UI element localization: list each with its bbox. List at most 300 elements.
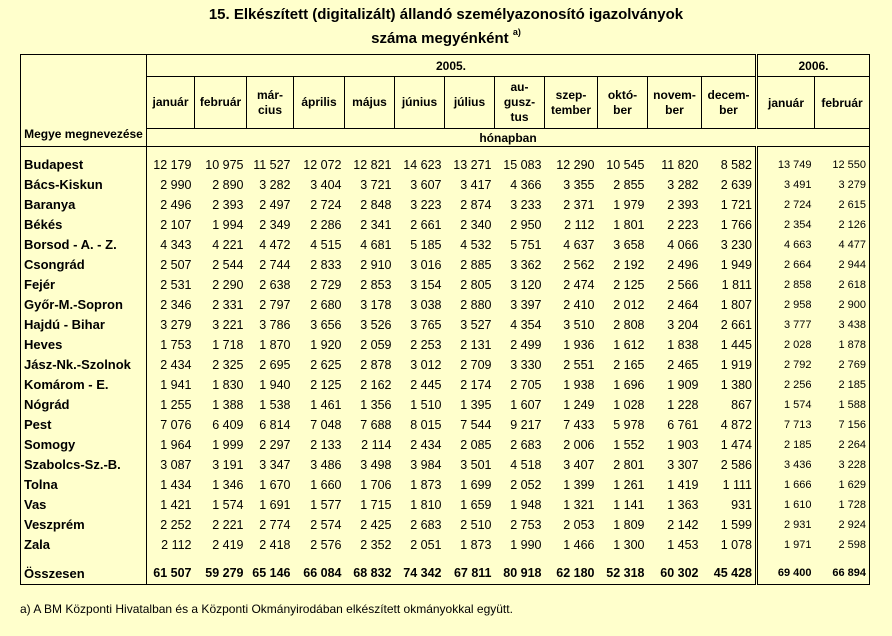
value-cell: 5 978 [613, 417, 645, 432]
value-cell: 4 221 [212, 237, 244, 252]
value-cell: 1 903 [667, 437, 699, 452]
value-cell: 1 510 [410, 397, 442, 412]
county-name: Békés [21, 215, 147, 235]
county-name: Vas [21, 495, 147, 515]
month-header-2005: au- gusz- tus [495, 77, 545, 129]
month-header-2005: június [395, 77, 445, 129]
value-cell: 3 230 [720, 237, 752, 252]
value-cell: 13 749 [757, 155, 815, 175]
value-cell: 4 066 [667, 237, 699, 252]
value-cell: 1 670 [259, 477, 291, 492]
value-cell: 3 355 [563, 177, 595, 192]
value-cell: 3 777 [757, 315, 815, 335]
value-cell: 1 873 [460, 537, 492, 552]
value-cell: 1 870 [259, 337, 291, 352]
total-label: Összesen [21, 563, 147, 585]
value-cell: 1 552 [613, 437, 645, 452]
value-cell: 1 461 [310, 397, 342, 412]
value-cell: 3 786 [259, 317, 291, 332]
value-cell: 3 330 [510, 357, 542, 372]
value-cell: 1 715 [360, 497, 392, 512]
table-row [21, 535, 870, 555]
month-header-2005: január [147, 77, 195, 129]
value-cell: 3 498 [360, 457, 392, 472]
value-cell: 2 393 [212, 197, 244, 212]
value-cell: 4 354 [510, 317, 542, 332]
value-cell: 2 924 [815, 515, 870, 535]
value-cell: 1 599 [720, 517, 752, 532]
value-cell: 2 221 [212, 517, 244, 532]
value-cell: 2 724 [757, 195, 815, 215]
value-cell: 2 107 [160, 217, 192, 232]
value-cell: 1 728 [815, 495, 870, 515]
value-cell: 1 994 [212, 217, 244, 232]
value-cell: 2 354 [757, 215, 815, 235]
value-cell: 1 990 [510, 537, 542, 552]
value-cell: 2 352 [360, 537, 392, 552]
value-cell: 65 146 [247, 563, 294, 585]
value-cell: 52 318 [598, 563, 648, 585]
value-cell: 1 659 [460, 497, 492, 512]
month-header-2006: február [815, 77, 870, 129]
value-cell: 2 890 [212, 177, 244, 192]
value-cell: 2 256 [757, 375, 815, 395]
value-cell: 2 709 [460, 357, 492, 372]
value-cell: 2 290 [212, 277, 244, 292]
table-row [21, 215, 870, 235]
table-row [21, 515, 870, 535]
value-cell: 2 900 [815, 295, 870, 315]
value-cell: 4 637 [563, 237, 595, 252]
value-cell: 2 331 [212, 297, 244, 312]
value-cell: 60 302 [648, 563, 702, 585]
value-cell: 2 114 [361, 437, 392, 452]
value-cell: 59 279 [195, 563, 247, 585]
value-cell: 3 527 [460, 317, 492, 332]
value-cell: 1 356 [360, 397, 392, 412]
table-row [21, 335, 870, 355]
value-cell: 2 885 [460, 257, 492, 272]
value-cell: 2 434 [410, 437, 442, 452]
value-cell: 15 083 [503, 157, 542, 172]
value-cell: 3 721 [360, 177, 392, 192]
value-cell: 2 950 [510, 217, 542, 232]
county-header: Megye megnevezése [21, 55, 147, 147]
value-cell: 6 409 [212, 417, 244, 432]
table-row [21, 435, 870, 455]
value-cell: 2 418 [259, 537, 291, 552]
value-cell: 3 120 [510, 277, 542, 292]
table-row [21, 395, 870, 415]
value-cell: 1 666 [757, 475, 815, 495]
unit-header: hónapban [147, 129, 870, 147]
value-cell: 2 990 [160, 177, 192, 192]
value-cell: 3 347 [259, 457, 291, 472]
value-cell: 2 695 [259, 357, 291, 372]
value-cell: 2 507 [160, 257, 192, 272]
value-cell: 62 180 [545, 563, 598, 585]
value-cell: 3 526 [360, 317, 392, 332]
value-cell: 2 808 [613, 317, 645, 332]
value-cell: 1 753 [160, 337, 192, 352]
value-cell: 4 518 [510, 457, 542, 472]
county-name: Pest [21, 415, 147, 435]
value-cell: 2 797 [259, 297, 291, 312]
value-cell: 3 510 [563, 317, 595, 332]
value-cell: 2 639 [720, 177, 752, 192]
value-cell: 7 156 [815, 415, 870, 435]
value-cell: 1 388 [212, 397, 244, 412]
value-cell: 2 464 [667, 297, 699, 312]
value-cell: 2 174 [460, 377, 492, 392]
value-cell: 6 761 [667, 417, 699, 432]
value-cell: 2 028 [757, 335, 815, 355]
value-cell: 2 112 [564, 217, 595, 232]
value-cell: 2 223 [667, 217, 699, 232]
table-row [21, 155, 870, 175]
value-cell: 2 125 [310, 377, 342, 392]
county-name: Komárom - E. [21, 375, 147, 395]
value-cell: 2 286 [310, 217, 342, 232]
value-cell: 1 721 [720, 197, 752, 212]
county-name: Bács-Kiskun [21, 175, 147, 195]
value-cell: 3 191 [212, 457, 244, 472]
value-cell: 1 574 [212, 497, 244, 512]
value-cell: 5 751 [510, 237, 542, 252]
county-name: Jász-Nk.-Szolnok [21, 355, 147, 375]
value-cell: 1 453 [667, 537, 699, 552]
value-cell: 1 228 [667, 397, 699, 412]
value-cell: 2 085 [460, 437, 492, 452]
value-cell: 2 878 [360, 357, 392, 372]
value-cell: 1 261 [613, 477, 645, 492]
value-cell: 2 006 [563, 437, 595, 452]
value-cell: 1 810 [410, 497, 442, 512]
value-cell: 1 610 [757, 495, 815, 515]
value-cell: 2 125 [613, 277, 645, 292]
value-cell: 74 342 [395, 563, 445, 585]
value-cell: 2 112 [161, 537, 192, 552]
value-cell: 2 874 [460, 197, 492, 212]
value-cell: 4 872 [720, 417, 752, 432]
month-header-2005: októ- ber [598, 77, 648, 129]
value-cell: 1 941 [160, 377, 192, 392]
value-cell: 2 848 [360, 197, 392, 212]
value-cell: 867 [731, 397, 752, 412]
value-cell: 8 582 [720, 157, 752, 172]
value-cell: 3 656 [310, 317, 342, 332]
value-cell: 2 474 [563, 277, 595, 292]
value-cell: 2 497 [259, 197, 291, 212]
county-name: Fejér [21, 275, 147, 295]
value-cell: 1 078 [720, 537, 752, 552]
value-cell: 2 566 [667, 277, 699, 292]
value-cell: 3 279 [815, 175, 870, 195]
value-cell: 7 713 [757, 415, 815, 435]
value-cell: 3 279 [160, 317, 192, 332]
value-cell: 3 397 [510, 297, 542, 312]
value-cell: 2 910 [360, 257, 392, 272]
value-cell: 2 958 [757, 295, 815, 315]
value-cell: 1 979 [613, 197, 645, 212]
month-header-2005: április [294, 77, 345, 129]
value-cell: 2 012 [613, 297, 645, 312]
value-cell: 3 282 [667, 177, 699, 192]
value-cell: 1 474 [720, 437, 752, 452]
county-name: Budapest [21, 155, 147, 175]
value-cell: 1 538 [259, 397, 291, 412]
value-cell: 1 380 [720, 377, 752, 392]
value-cell: 66 894 [815, 563, 870, 585]
value-cell: 1 419 [667, 477, 699, 492]
table-row [21, 195, 870, 215]
value-cell: 2 142 [667, 517, 699, 532]
value-cell: 1 807 [720, 297, 752, 312]
value-cell: 1 111 [722, 477, 752, 492]
value-cell: 2 434 [160, 357, 192, 372]
value-cell: 1 660 [310, 477, 342, 492]
county-name: Veszprém [21, 515, 147, 535]
value-cell: 2 705 [510, 377, 542, 392]
value-cell: 4 343 [160, 237, 192, 252]
value-cell: 2 496 [667, 257, 699, 272]
value-cell: 2 425 [360, 517, 392, 532]
value-cell: 1 255 [160, 397, 192, 412]
table-row [21, 495, 870, 515]
value-cell: 1 919 [720, 357, 752, 372]
value-cell: 2 349 [259, 217, 291, 232]
value-cell: 12 179 [153, 157, 192, 172]
value-cell: 1 629 [815, 475, 870, 495]
value-cell: 3 204 [667, 317, 699, 332]
value-cell: 1 300 [613, 537, 645, 552]
value-cell: 2 944 [815, 255, 870, 275]
value-cell: 7 544 [460, 417, 492, 432]
value-cell: 2 661 [720, 317, 752, 332]
county-name: Nógrád [21, 395, 147, 415]
footnote-marker: a) [512, 27, 521, 37]
value-cell: 2 664 [757, 255, 815, 275]
value-cell: 2 051 [410, 537, 442, 552]
table-row [21, 375, 870, 395]
value-cell: 3 282 [259, 177, 291, 192]
value-cell: 2 931 [757, 515, 815, 535]
value-cell: 2 165 [613, 357, 645, 372]
value-cell: 1 999 [212, 437, 244, 452]
value-cell: 80 918 [495, 563, 545, 585]
value-cell: 1 948 [510, 497, 542, 512]
value-cell: 1 421 [160, 497, 192, 512]
value-cell: 7 048 [310, 417, 342, 432]
value-cell: 2 774 [259, 517, 291, 532]
value-cell: 2 858 [757, 275, 815, 295]
value-cell: 2 880 [460, 297, 492, 312]
table-row [21, 315, 870, 335]
value-cell: 1 445 [720, 337, 752, 352]
value-cell: 3 438 [815, 315, 870, 335]
county-name: Hajdú - Bihar [21, 315, 147, 335]
value-cell: 2 252 [160, 517, 192, 532]
value-cell: 3 417 [460, 177, 492, 192]
value-cell: 12 550 [815, 155, 870, 175]
year-2005-header: 2005. [147, 55, 757, 77]
value-cell: 1 938 [563, 377, 595, 392]
value-cell: 1 949 [720, 257, 752, 272]
value-cell: 3 012 [410, 357, 442, 372]
value-cell: 1 363 [667, 497, 699, 512]
value-cell: 2 544 [212, 257, 244, 272]
value-cell: 2 729 [310, 277, 342, 292]
value-cell: 2 855 [613, 177, 645, 192]
value-cell: 4 515 [310, 237, 342, 252]
value-cell: 2 053 [563, 517, 595, 532]
value-cell: 2 192 [613, 257, 645, 272]
value-cell: 3 228 [815, 455, 870, 475]
value-cell: 1 878 [815, 335, 870, 355]
value-cell: 14 623 [403, 157, 442, 172]
value-cell: 3 501 [460, 457, 492, 472]
value-cell: 2 744 [259, 257, 291, 272]
county-name: Tolna [21, 475, 147, 495]
value-cell: 1 971 [757, 535, 815, 555]
table-subtitle: száma megyénként $^{a)}$ [371, 27, 521, 47]
data-table [20, 54, 870, 585]
month-header-2005: már- cius [247, 77, 294, 129]
value-cell: 2 598 [815, 535, 870, 555]
value-cell: 4 663 [757, 235, 815, 255]
total-row [21, 563, 870, 585]
value-cell: 2 531 [160, 277, 192, 292]
value-cell: 2 162 [360, 377, 392, 392]
value-cell: 1 141 [613, 497, 645, 512]
value-cell: 1 830 [212, 377, 244, 392]
value-cell: 1 466 [563, 537, 595, 552]
table-row [21, 275, 870, 295]
value-cell: 3 038 [410, 297, 442, 312]
value-cell: 2 499 [510, 337, 542, 352]
value-cell: 2 253 [410, 337, 442, 352]
table-row [21, 415, 870, 435]
value-cell: 2 510 [460, 517, 492, 532]
value-cell: 1 346 [212, 477, 244, 492]
value-cell: 2 340 [460, 217, 492, 232]
value-cell: 3 307 [667, 457, 699, 472]
table-row [21, 175, 870, 195]
value-cell: 1 321 [563, 497, 595, 512]
value-cell: 3 607 [410, 177, 442, 192]
value-cell: 1 028 [613, 397, 645, 412]
value-cell: 2 410 [563, 297, 595, 312]
value-cell: 1 696 [613, 377, 645, 392]
value-cell: 1 395 [460, 397, 492, 412]
value-cell: 2 801 [613, 457, 645, 472]
value-cell: 6 814 [259, 417, 291, 432]
value-cell: 3 658 [613, 237, 645, 252]
value-cell: 3 087 [160, 457, 192, 472]
table-row [21, 355, 870, 375]
value-cell: 2 833 [310, 257, 342, 272]
value-cell: 2 562 [563, 257, 595, 272]
value-cell: 931 [731, 497, 752, 512]
value-cell: 2 683 [410, 517, 442, 532]
month-header-2005: decem- ber [702, 77, 757, 129]
value-cell: 1 718 [212, 337, 244, 352]
value-cell: 2 618 [815, 275, 870, 295]
value-cell: 8 015 [410, 417, 442, 432]
value-cell: 4 472 [259, 237, 291, 252]
value-cell: 2 264 [815, 435, 870, 455]
month-header-2005: július [445, 77, 495, 129]
value-cell: 1 577 [310, 497, 342, 512]
value-cell: 2 371 [563, 197, 595, 212]
value-cell: 2 615 [815, 195, 870, 215]
value-cell: 12 072 [303, 157, 342, 172]
value-cell: 2 052 [510, 477, 542, 492]
value-cell: 3 407 [563, 457, 595, 472]
value-cell: 9 217 [510, 417, 542, 432]
value-cell: 67 811 [445, 563, 495, 585]
value-cell: 45 428 [702, 563, 757, 585]
county-name: Csongrád [21, 255, 147, 275]
value-cell: 1 434 [160, 477, 192, 492]
value-cell: 2 792 [757, 355, 815, 375]
value-cell: 3 765 [410, 317, 442, 332]
value-cell: 2 638 [259, 277, 291, 292]
value-cell: 2 586 [720, 457, 752, 472]
value-cell: 13 271 [453, 157, 492, 172]
county-name: Heves [21, 335, 147, 355]
value-cell: 1 873 [410, 477, 442, 492]
footnote: a) A BM Központi Hivatalban és a Központi Okmányirodában elkészített okmányokkal együtt. [20, 602, 513, 616]
value-cell: 2 853 [360, 277, 392, 292]
value-cell: 3 233 [510, 197, 542, 212]
value-cell: 3 016 [410, 257, 442, 272]
value-cell: 1 249 [563, 397, 595, 412]
value-cell: 2 724 [310, 197, 342, 212]
value-cell: 11 820 [661, 157, 699, 172]
value-cell: 1 706 [360, 477, 392, 492]
value-cell: 2 059 [360, 337, 392, 352]
value-cell: 2 551 [563, 357, 595, 372]
value-cell: 3 221 [212, 317, 244, 332]
month-header-2005: február [195, 77, 247, 129]
value-cell: 2 341 [360, 217, 392, 232]
county-name: Győr-M.-Sopron [21, 295, 147, 315]
value-cell: 2 297 [259, 437, 291, 452]
value-cell: 7 076 [160, 417, 192, 432]
value-cell: 3 154 [410, 277, 442, 292]
value-cell: 4 532 [460, 237, 492, 252]
table-row [21, 255, 870, 275]
value-cell: 2 496 [160, 197, 192, 212]
value-cell: 3 362 [510, 257, 542, 272]
value-cell: 2 574 [310, 517, 342, 532]
county-name: Borsod - A. - Z. [21, 235, 147, 255]
value-cell: 2 325 [212, 357, 244, 372]
value-cell: 1 801 [613, 217, 645, 232]
value-cell: 1 920 [310, 337, 342, 352]
value-cell: 4 681 [360, 237, 392, 252]
value-cell: 2 126 [815, 215, 870, 235]
value-cell: 2 133 [310, 437, 342, 452]
table-title: 15. Elkészített (digitalizált) állandó személyazonosító igazolványok [208, 6, 684, 23]
value-cell: 12 821 [353, 157, 392, 172]
value-cell: 1 964 [160, 437, 192, 452]
value-cell: 2 346 [160, 297, 192, 312]
month-header-2005: szep- tember [545, 77, 598, 129]
value-cell: 2 625 [310, 357, 342, 372]
value-cell: 1 607 [510, 397, 542, 412]
